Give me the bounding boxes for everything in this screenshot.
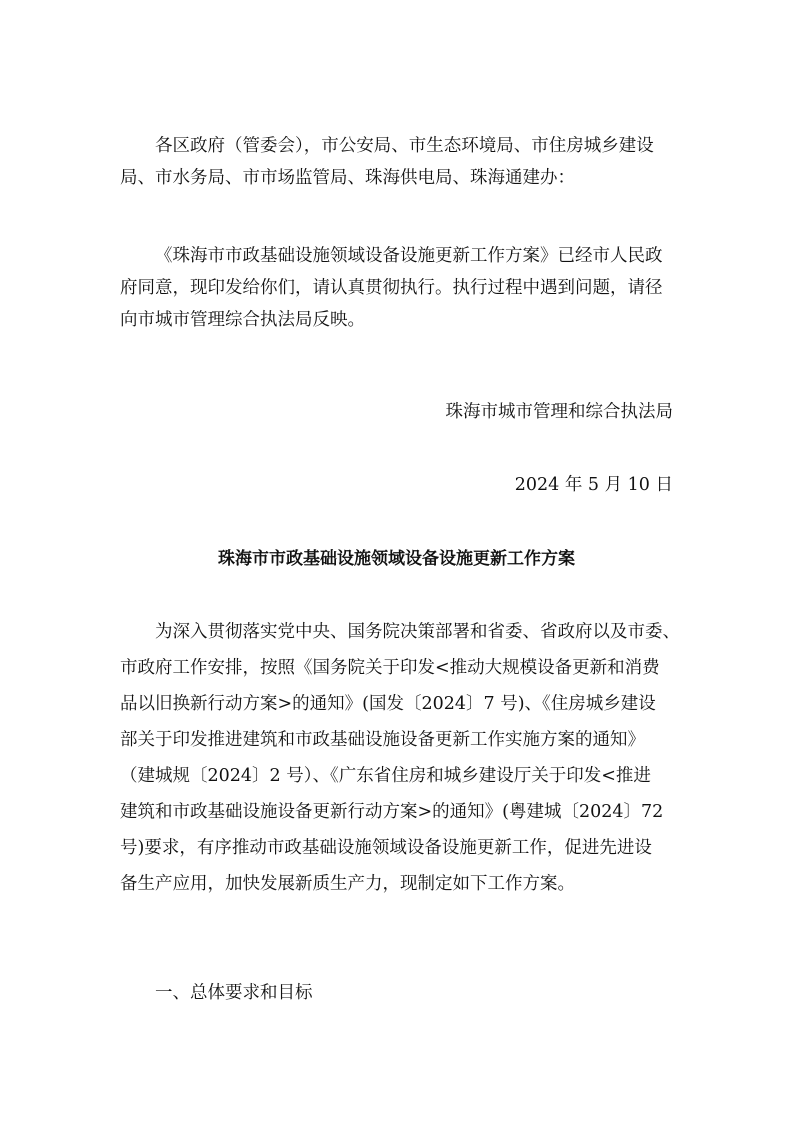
address-line-1: 各区政府（管委会），市公安局、市生态环境局、市住房城乡建设 [155,136,654,156]
issuer-signature: 珠海市城市管理和综合执法局 [445,402,673,422]
intro-line: 为深入贯彻落实党中央、国务院决策部署和省委、省政府以及市委、 [155,622,680,642]
intro-paragraph [120,614,680,902]
notice-line-2: 府同意，现印发给你们，请认真贯彻执行。执行过程中遇到问题，请径 [120,278,663,298]
notice-line-3: 向市城市管理综合执法局反映。 [120,310,365,330]
notice-line-1: 《珠海市市政基础设施领域设备设施更新工作方案》已经市人民政 [155,246,663,266]
address-line-2: 局、市水务局、市市场监管局、珠海供电局、珠海通建办： [120,168,575,188]
intro-line: 备生产应用，加快发展新质生产力，现制定如下工作方案。 [120,874,575,894]
intro-line: 市政府工作安排，按照《国务院关于印发<推动大规模设备更新和消费 [120,658,660,678]
issue-date: 2024 年 5 月 10 日 [514,475,673,495]
plan-title: 珠海市市政基础设施领域设备设施更新工作方案 [218,549,575,569]
notice-paragraph [120,240,673,336]
intro-line: （建城规〔2024〕2 号）、《广东省住房和城乡建设厅关于印发<推进 [120,766,651,786]
section-heading: 一、总体要求和目标 [155,983,313,1003]
intro-line: 品以旧换新行动方案>的通知》(国发〔2024〕7 号)、《住房城乡建设 [120,694,656,714]
intro-line: 建筑和市政基础设施设备更新行动方案>的通知》(粤建城〔2024〕72 [120,802,664,822]
intro-line: 部关于印发推进建筑和市政基础设施设备更新工作实施方案的通知》 [120,730,645,750]
intro-line: 号)要求，有序推动市政基础设施领域设备设施更新工作，促进先进设 [120,838,652,858]
address-paragraph [120,130,673,194]
